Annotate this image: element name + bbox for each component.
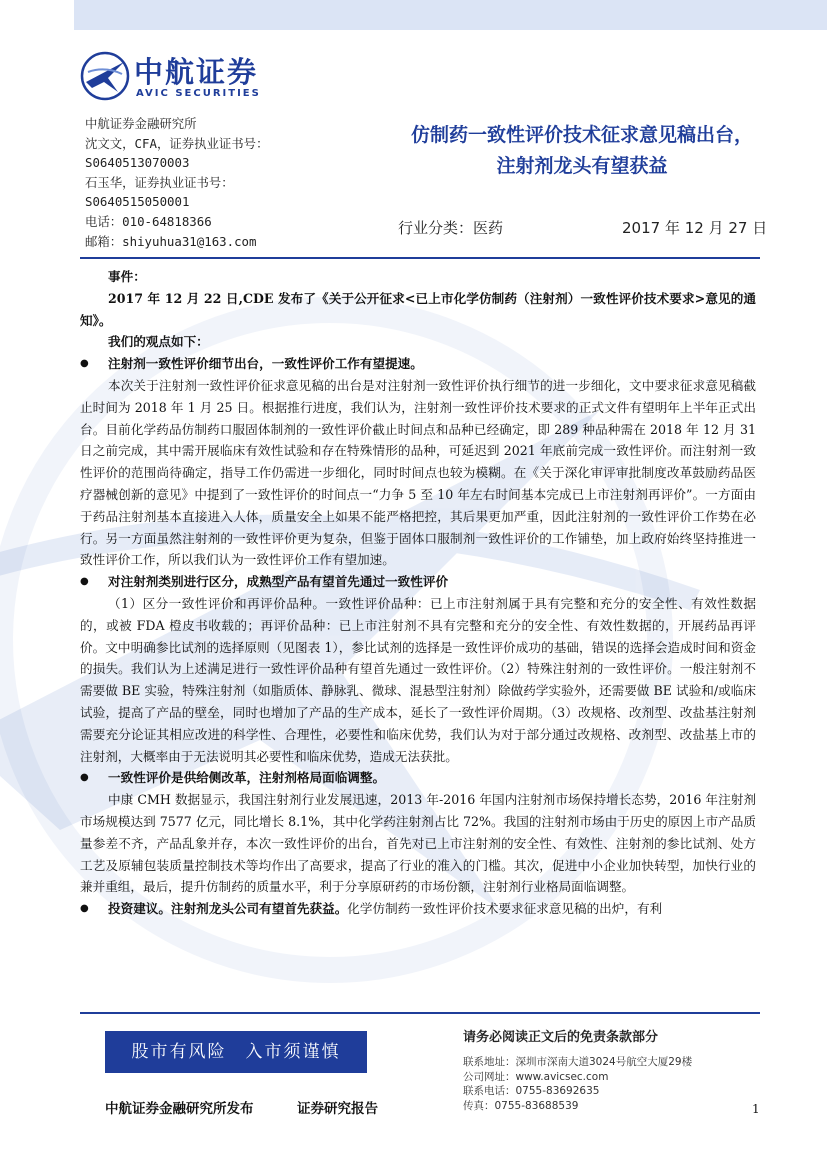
- header-left-strip: [0, 0, 74, 30]
- report-title-line1: 仿制药一致性评价技术征求意见稿出台，: [410, 124, 753, 146]
- analyst2-cert: S0640515050001: [85, 194, 190, 210]
- institute-name: 中航证券金融研究所: [85, 116, 197, 131]
- event-text: 2017 年 12 月 22 日,CDE 发布了《关于公开征求<已上市化学仿制药（注射剂）一致性评价技术要求>意见的通知》。: [80, 290, 756, 328]
- bullet-1-title: ● 注射剂一致性评价细节出台，一致性评价工作有望提速。: [80, 353, 756, 375]
- bullet-4-title: 投资建议。注射剂龙头公司有望首先获益。: [108, 901, 348, 917]
- contact-phone: 电话：010-64818366: [85, 213, 212, 229]
- paragraph-3: 中康 CMH 数据显示，我国注射剂行业发展迅速，2013 年-2016 年国内注射剂市场保持增长态势，2016 年注射剂市场规模达到 7577 亿元，同比增长 8.1%，其中化学药注射剂占比 72%。我国的注射剂市场由于历史的原因上市产品质量参差不齐，产品乱象并存，本次一致性评价的出台，首先对已上市注射剂的安全性、有效性、注射剂的参比试剂、处方工艺及原辅包装质量控制技术等均作出了高要求，提高了行业的准入的门槛。其次，促进中小企业加快转型，加快行业的兼并重组，最后，提升仿制药的质量水平，利于分享原研药的市场份额，注射剂行业格局面临调整。: [80, 792, 756, 895]
- analyst1-name: 沈文文，CFA，证券执业证书号：: [85, 135, 269, 151]
- view-label: 我们的观点如下：: [108, 334, 209, 350]
- event-label: 事件：: [108, 269, 146, 284]
- header-divider: [80, 257, 760, 259]
- bullet-2-title: ● 对注射剂类别进行区分，成熟型产品有望首先通过一致性评价: [80, 571, 756, 593]
- company-contact-info: [463, 1055, 692, 1113]
- contact-email: 邮箱：shiyuhua31@163.com: [85, 233, 257, 249]
- company-website: 公司网址：www.avicsec.com: [463, 1070, 609, 1083]
- logo-subtitle: AVIC SECURITIES: [136, 88, 261, 99]
- plane-logo-icon: [78, 48, 132, 102]
- company-address: 联系地址：深圳市深南大道3024号航空大厦29楼: [463, 1056, 693, 1068]
- analyst-contact: [85, 114, 375, 251]
- page-number: 1: [752, 1102, 760, 1116]
- company-fax: 传真：0755-83688539: [463, 1099, 579, 1112]
- report-title: [382, 120, 782, 182]
- paragraph-2: （1）区分一致性评价和再评价品种。一致性评价品种：已上市注射剂属于具有完整和充分的安全性、有效性数据的，或被 FDA 橙皮书收载的；再评价品种：已上市注射剂不具有完整和充分的安全性、有效性数据的，开展药品再评价。文中明确参比试剂的选择原则（见图表 1），参比试剂的选择是一致性评价成功的基础，错误的选择会造成时间和资金的损失。我们认为上述满足进行一致性评价品种有望首先通过一致性评价。（2）特殊注射剂的一致性评价。一般注射剂不需要做 BE 实验，特殊注射剂（如脂质体、静脉乳、微球、混悬型注射剂）除做药学实验外，还需要做 BE 试验和/或临床试验，提高了产品的壁垒，同时也增加了产品的生产成本，延长了一致性评价周期。（3）改规格、改剂型、改盐基注射剂需要充分论证其相应改进的科学性、合理性，必要性和临床优势，我们认为对于部分通过改规格、改剂型、改盐基上市的注射剂，大概率由于无法说明其必要性和临床优势，造成无法获批。: [80, 595, 756, 764]
- disclaimer-notice: 请务必阅读正文后的免责条款部分: [463, 1030, 659, 1045]
- analyst2-name: 石玉华，证券执业证书号：: [85, 174, 234, 190]
- report-date: 2017 年 12 月 27 日: [622, 219, 768, 237]
- bullet-3-title: ● 一致性评价是供给侧改革，注射剂格局面临调整。: [80, 767, 756, 789]
- paragraph-1: 本次关于注射剂一致性评价征求意见稿的出台是对注射剂一致性评价执行细节的进一步细化，文中要求征求意见稿截止时间为 2018 年 1 月 25 日。根据推行进度，我们认为，注射剂一致性评价技术要求的正式文件有望明年上半年正式出台。目前化学药品仿制药口服固体制剂的一致性评价截止时间点和品种已经确定，即 289 种品种需在 2018 年 12 月 31 日之前完成，其中需开展临床有效性试验和存在特殊情形的品种，可延迟到 2021 年底前完成一致性评价。而注射剂一致性评价的范围尚待确定，指导工作仍需进一步细化，同时时间点也较为模糊。在《关于深化审评审批制度改革鼓励药品医疗器械创新的意见》中提到了一致性评价的时间点一“力争 5 至 10 年左右时间基本完成已上市注射剂再评价”。一方面由于药品注射剂基本直接进入人体，质量安全上如果不能严格把控，其后果更加严重，因此注射剂的一致性评价工作势在必行。另一方面虽然注射剂的一致性评价更为复杂，但鉴于固体口服制剂一致性评价的工作铺垫，加上政府始终坚持推进一致性评价工作，所以我们认为一致性评价工作有望加速。: [80, 377, 756, 568]
- publisher: 中航证券金融研究所发布: [105, 1101, 254, 1117]
- analyst1-cert: S0640513070003: [85, 155, 190, 171]
- company-logo: [78, 48, 288, 104]
- report-body: [80, 266, 756, 920]
- report-title-line2: 注射剂龙头有望获益: [496, 155, 668, 177]
- logo-name: 中航证券: [134, 55, 259, 89]
- company-phone: 联系电话：0755-83692635: [463, 1085, 600, 1097]
- industry-classification: 行业分类：医药: [398, 219, 504, 237]
- bullet-4-text: 化学仿制药一致性评价技术要求征求意见稿的出炉，有利: [347, 901, 663, 917]
- bullet-4: [80, 898, 756, 920]
- report-type: 证券研究报告: [297, 1101, 378, 1117]
- header-band: [74, 0, 827, 30]
- risk-notice: 股市有风险 入市须谨慎: [105, 1031, 367, 1073]
- footer-divider: [80, 1012, 760, 1014]
